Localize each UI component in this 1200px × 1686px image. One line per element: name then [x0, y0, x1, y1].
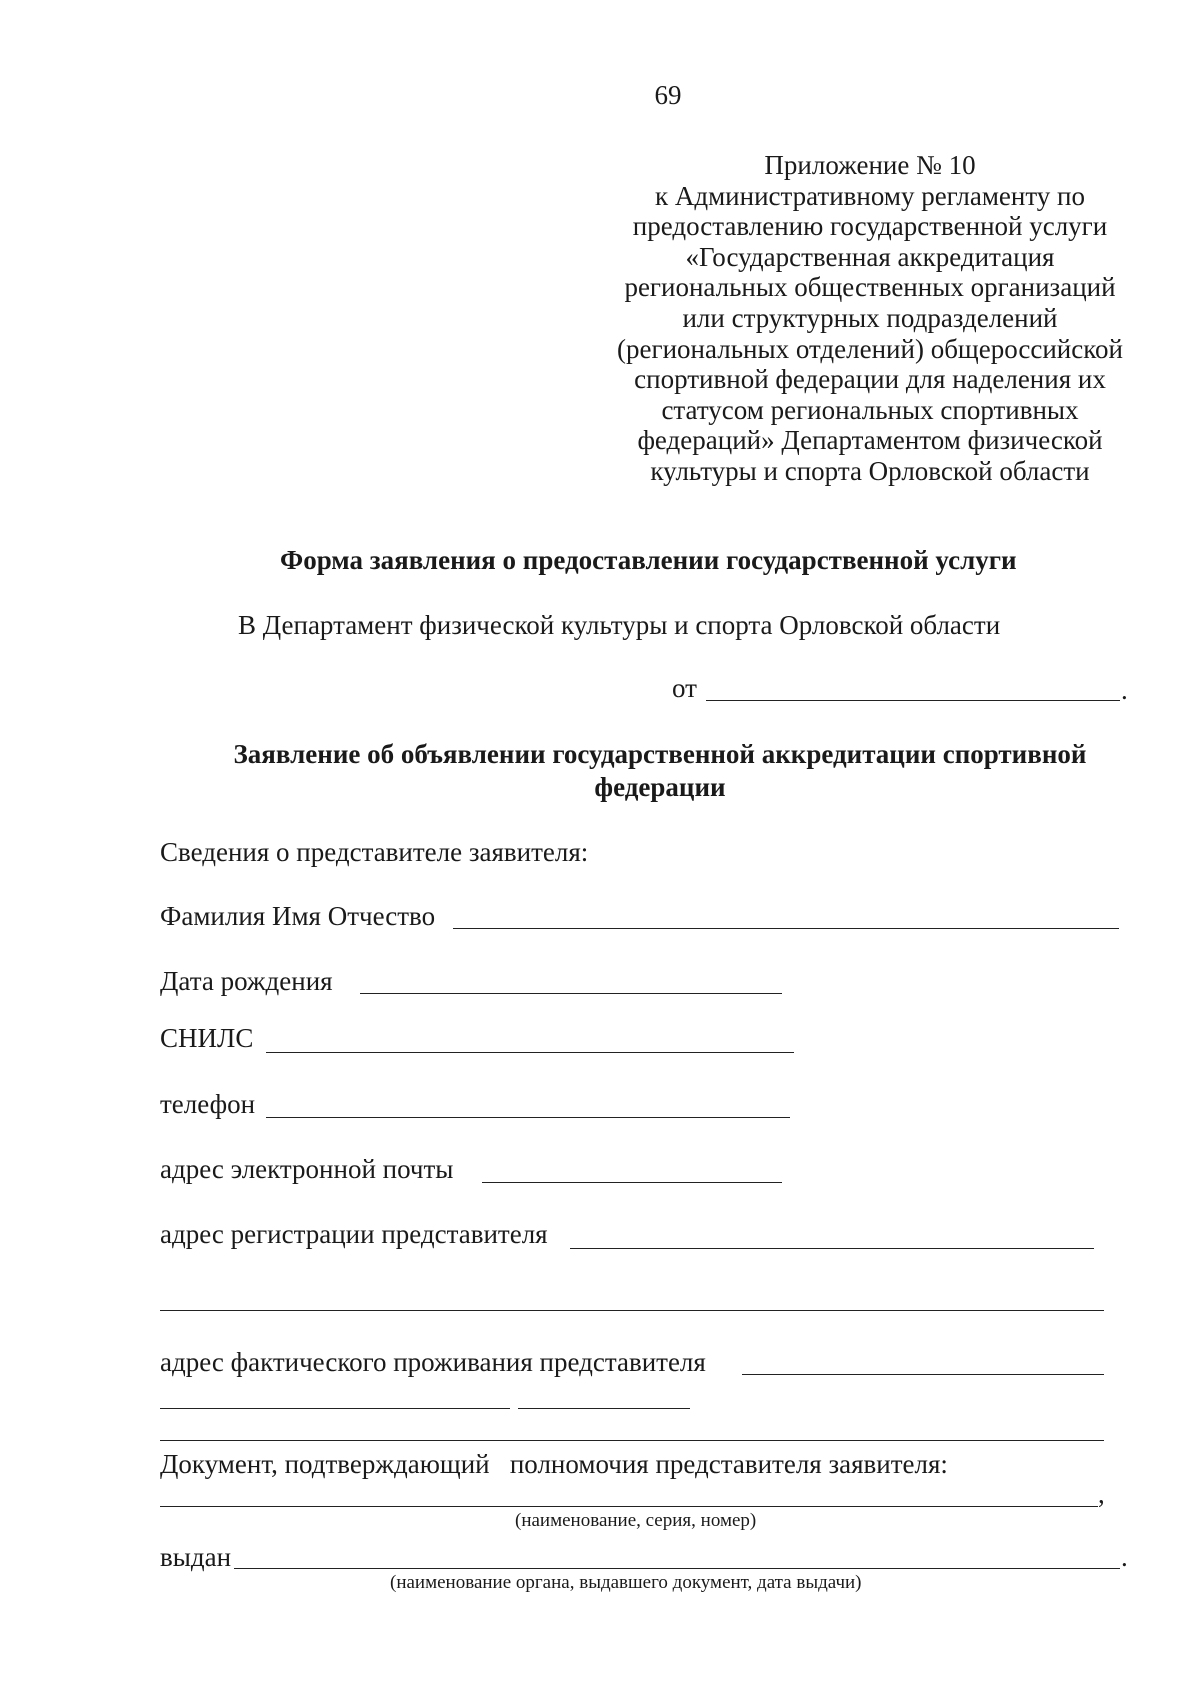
issued-caption: (наименование органа, выдавшего документ, дата выдачи) [390, 1572, 862, 1593]
document-comma: , [1098, 1479, 1105, 1509]
appendix-line: (региональных отделений) общероссийской [617, 333, 1123, 364]
application-title-line: федерации [594, 772, 726, 802]
appendix-line: статусом региональных спортивных [661, 394, 1079, 425]
addressee: В Департамент физической культуры и спорта Орловской области [238, 610, 1001, 640]
phone-field[interactable] [266, 1117, 790, 1118]
actual-address-field-continuation-b[interactable] [518, 1408, 690, 1409]
application-title-line: Заявление об объявлении государственной аккредитации спортивной [233, 739, 1087, 769]
application-title [190, 738, 1130, 804]
appendix-line: к Административному регламенту по [654, 180, 1085, 211]
appendix-line: «Государственная аккредитация [685, 241, 1055, 272]
full-name-field[interactable] [453, 928, 1119, 929]
issued-label: выдан [160, 1542, 232, 1572]
issued-field[interactable] [234, 1568, 1120, 1569]
appendix-line: региональных общественных организаций [624, 272, 1116, 303]
registration-address-field[interactable] [570, 1248, 1094, 1249]
from-end: . [1121, 675, 1128, 705]
from-field[interactable] [706, 700, 1120, 701]
document-heading: Документ, подтверждающий полномочия представителя заявителя: [160, 1449, 948, 1479]
appendix-line: или структурных подразделений [682, 302, 1058, 333]
issued-end: . [1121, 1542, 1128, 1572]
actual-address-label: адрес фактического проживания представителя [160, 1347, 706, 1377]
actual-address-field[interactable] [742, 1374, 1104, 1375]
page-number: 69 [654, 80, 682, 110]
from-label: от [672, 673, 697, 703]
email-field[interactable] [482, 1182, 782, 1183]
form-title: Форма заявления о предоставлении государственной услуги [280, 545, 1017, 575]
appendix-header [600, 150, 1140, 487]
appendix-line: культуры и спорта Орловской области [650, 455, 1090, 486]
full-name-label: Фамилия Имя Отчество [160, 901, 436, 931]
birth-date-field[interactable] [360, 993, 782, 994]
representative-heading: Сведения о представителе заявителя: [160, 837, 589, 867]
document-caption: (наименование, серия, номер) [515, 1510, 757, 1531]
actual-address-field-continuation-a[interactable] [160, 1408, 510, 1409]
registration-address-field-continuation[interactable] [160, 1310, 1104, 1311]
phone-label: телефон [160, 1089, 256, 1119]
appendix-line: федераций» Департаментом физической [637, 425, 1103, 456]
birth-date-label: Дата рождения [160, 966, 333, 996]
email-label: адрес электронной почты [160, 1154, 454, 1184]
registration-address-label: адрес регистрации представителя [160, 1219, 548, 1249]
appendix-line: спортивной федерации для наделения их [634, 364, 1106, 395]
actual-address-field-continuation-c[interactable] [160, 1440, 1104, 1441]
snils-label: СНИЛС [160, 1023, 254, 1053]
document-field[interactable] [160, 1506, 1098, 1507]
snils-field[interactable] [266, 1052, 794, 1053]
appendix-line: Приложение № 10 [764, 150, 976, 180]
appendix-line: предоставлению государственной услуги [632, 211, 1108, 242]
